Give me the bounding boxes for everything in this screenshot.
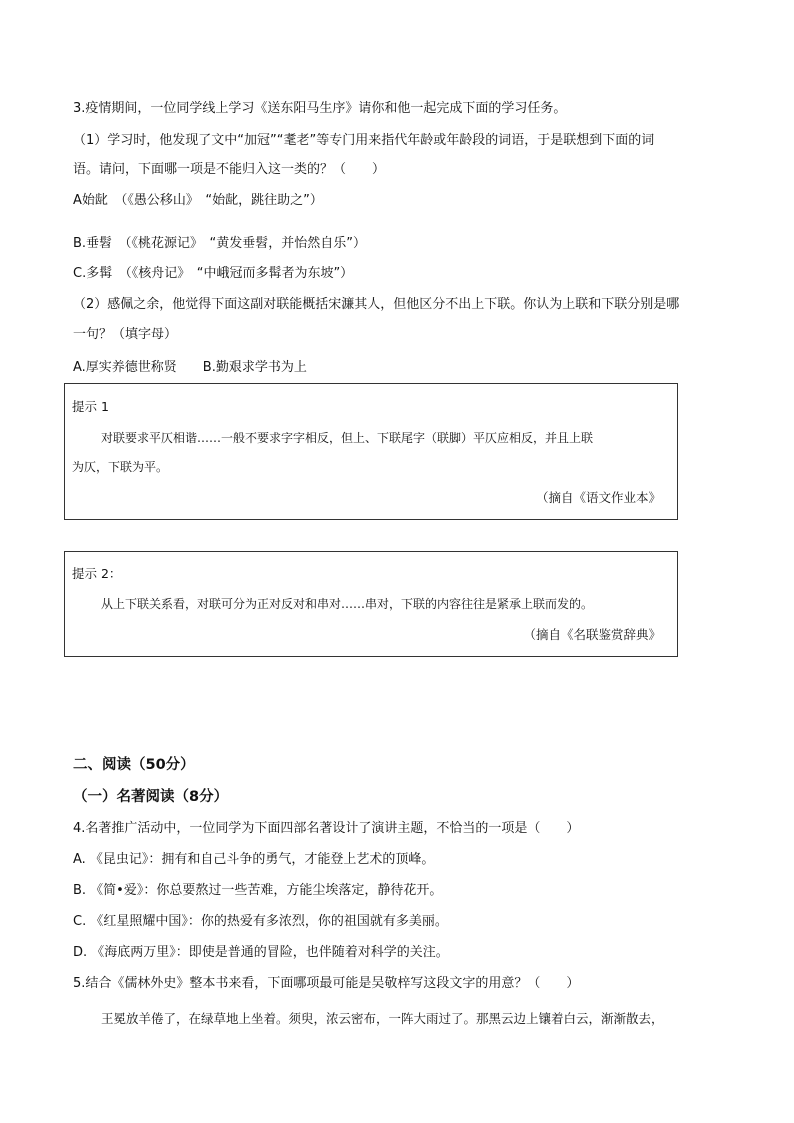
q3-option-c: C.多髯 （《核舟记》 “中峨冠而多髯者为东坡”）	[73, 266, 354, 281]
section-heading: 二、阅读（50分）	[73, 757, 195, 773]
hint-box-1	[64, 383, 678, 520]
q3-option-b: B.垂髫 （《桃花源记》 “黄发垂髫，并怡然自乐”）	[73, 236, 367, 251]
q4-option-d: D. 《海底两万里》：即使是普通的冒险，也伴随着对科学的关注。	[73, 945, 449, 960]
q5-passage: 王冕放羊倦了，在绿草地上坐着。须臾，浓云密布，一阵大雨过了。那黑云边上镶着白云，渐渐散去，	[101, 1011, 664, 1026]
subsection-heading: （一）名著阅读（8分）	[73, 789, 229, 805]
hint-box-2	[64, 551, 678, 657]
q4-option-c: C. 《红星照耀中国》：你的热爱有多浓烈，你的祖国就有多美丽。	[73, 914, 448, 929]
hint1-source: （摘自《语文作业本》	[535, 490, 661, 505]
q3-part2-line2: 一句？（填字母）	[73, 327, 178, 342]
q3-part2-line1: （2）感佩之余，他觉得下面这副对联能概括宋濂其人，但他区分不出上下联。你认为上联和下联分别是哪	[73, 297, 680, 312]
q3-part1-line2: 语。请问，下面哪一项是不能归入这一类的？（ ）	[73, 162, 386, 177]
hint2-source: （摘自《名联鉴赏辞典》	[523, 627, 661, 642]
hint1-line1: 对联要求平仄相谐……一般不要求字字相反，但上、下联尾字（联脚）平仄应相反，并且上联	[101, 431, 594, 445]
q3-option-a: A始龀 （《愚公移山》 “始龀，跳往助之”）	[73, 193, 323, 208]
hint2-line1: 从上下联关系看，对联可分为正对反对和串对……串对，下联的内容往往是紧承上联而发的。	[101, 597, 594, 611]
q4-stem: 4.名著推广活动中，一位同学为下面四部名著设计了演讲主题，不恰当的一项是（ ）	[73, 821, 580, 836]
q4-option-b: B. 《简•爱》：你总要熬过一些苦难，方能尘埃落定，静待花开。	[73, 883, 443, 898]
q3-part1-line1: （1）学习时，他发现了文中“加冠”“耄老”等专门用来指代年龄或年龄段的词语，于是联想到下面的词	[73, 133, 655, 148]
hint2-title: 提示 2：	[72, 566, 122, 581]
q5-stem: 5.结合《儒林外史》整本书来看，下面哪项最可能是吴敬梓写这段文字的用意？（ ）	[73, 976, 580, 991]
q4-option-a: A. 《昆虫记》：拥有和自己斗争的勇气，才能登上艺术的顶峰。	[73, 852, 435, 867]
q3-part2-options: A.厚实养德世称贤 B.勤艰求学书为上	[73, 360, 307, 375]
hint1-line2: 为仄，下联为平。	[72, 460, 169, 474]
q3-stem: 3.疫情期间，一位同学线上学习《送东阳马生序》请你和他一起完成下面的学习任务。	[73, 101, 567, 116]
hint1-title: 提示 1	[72, 399, 109, 414]
